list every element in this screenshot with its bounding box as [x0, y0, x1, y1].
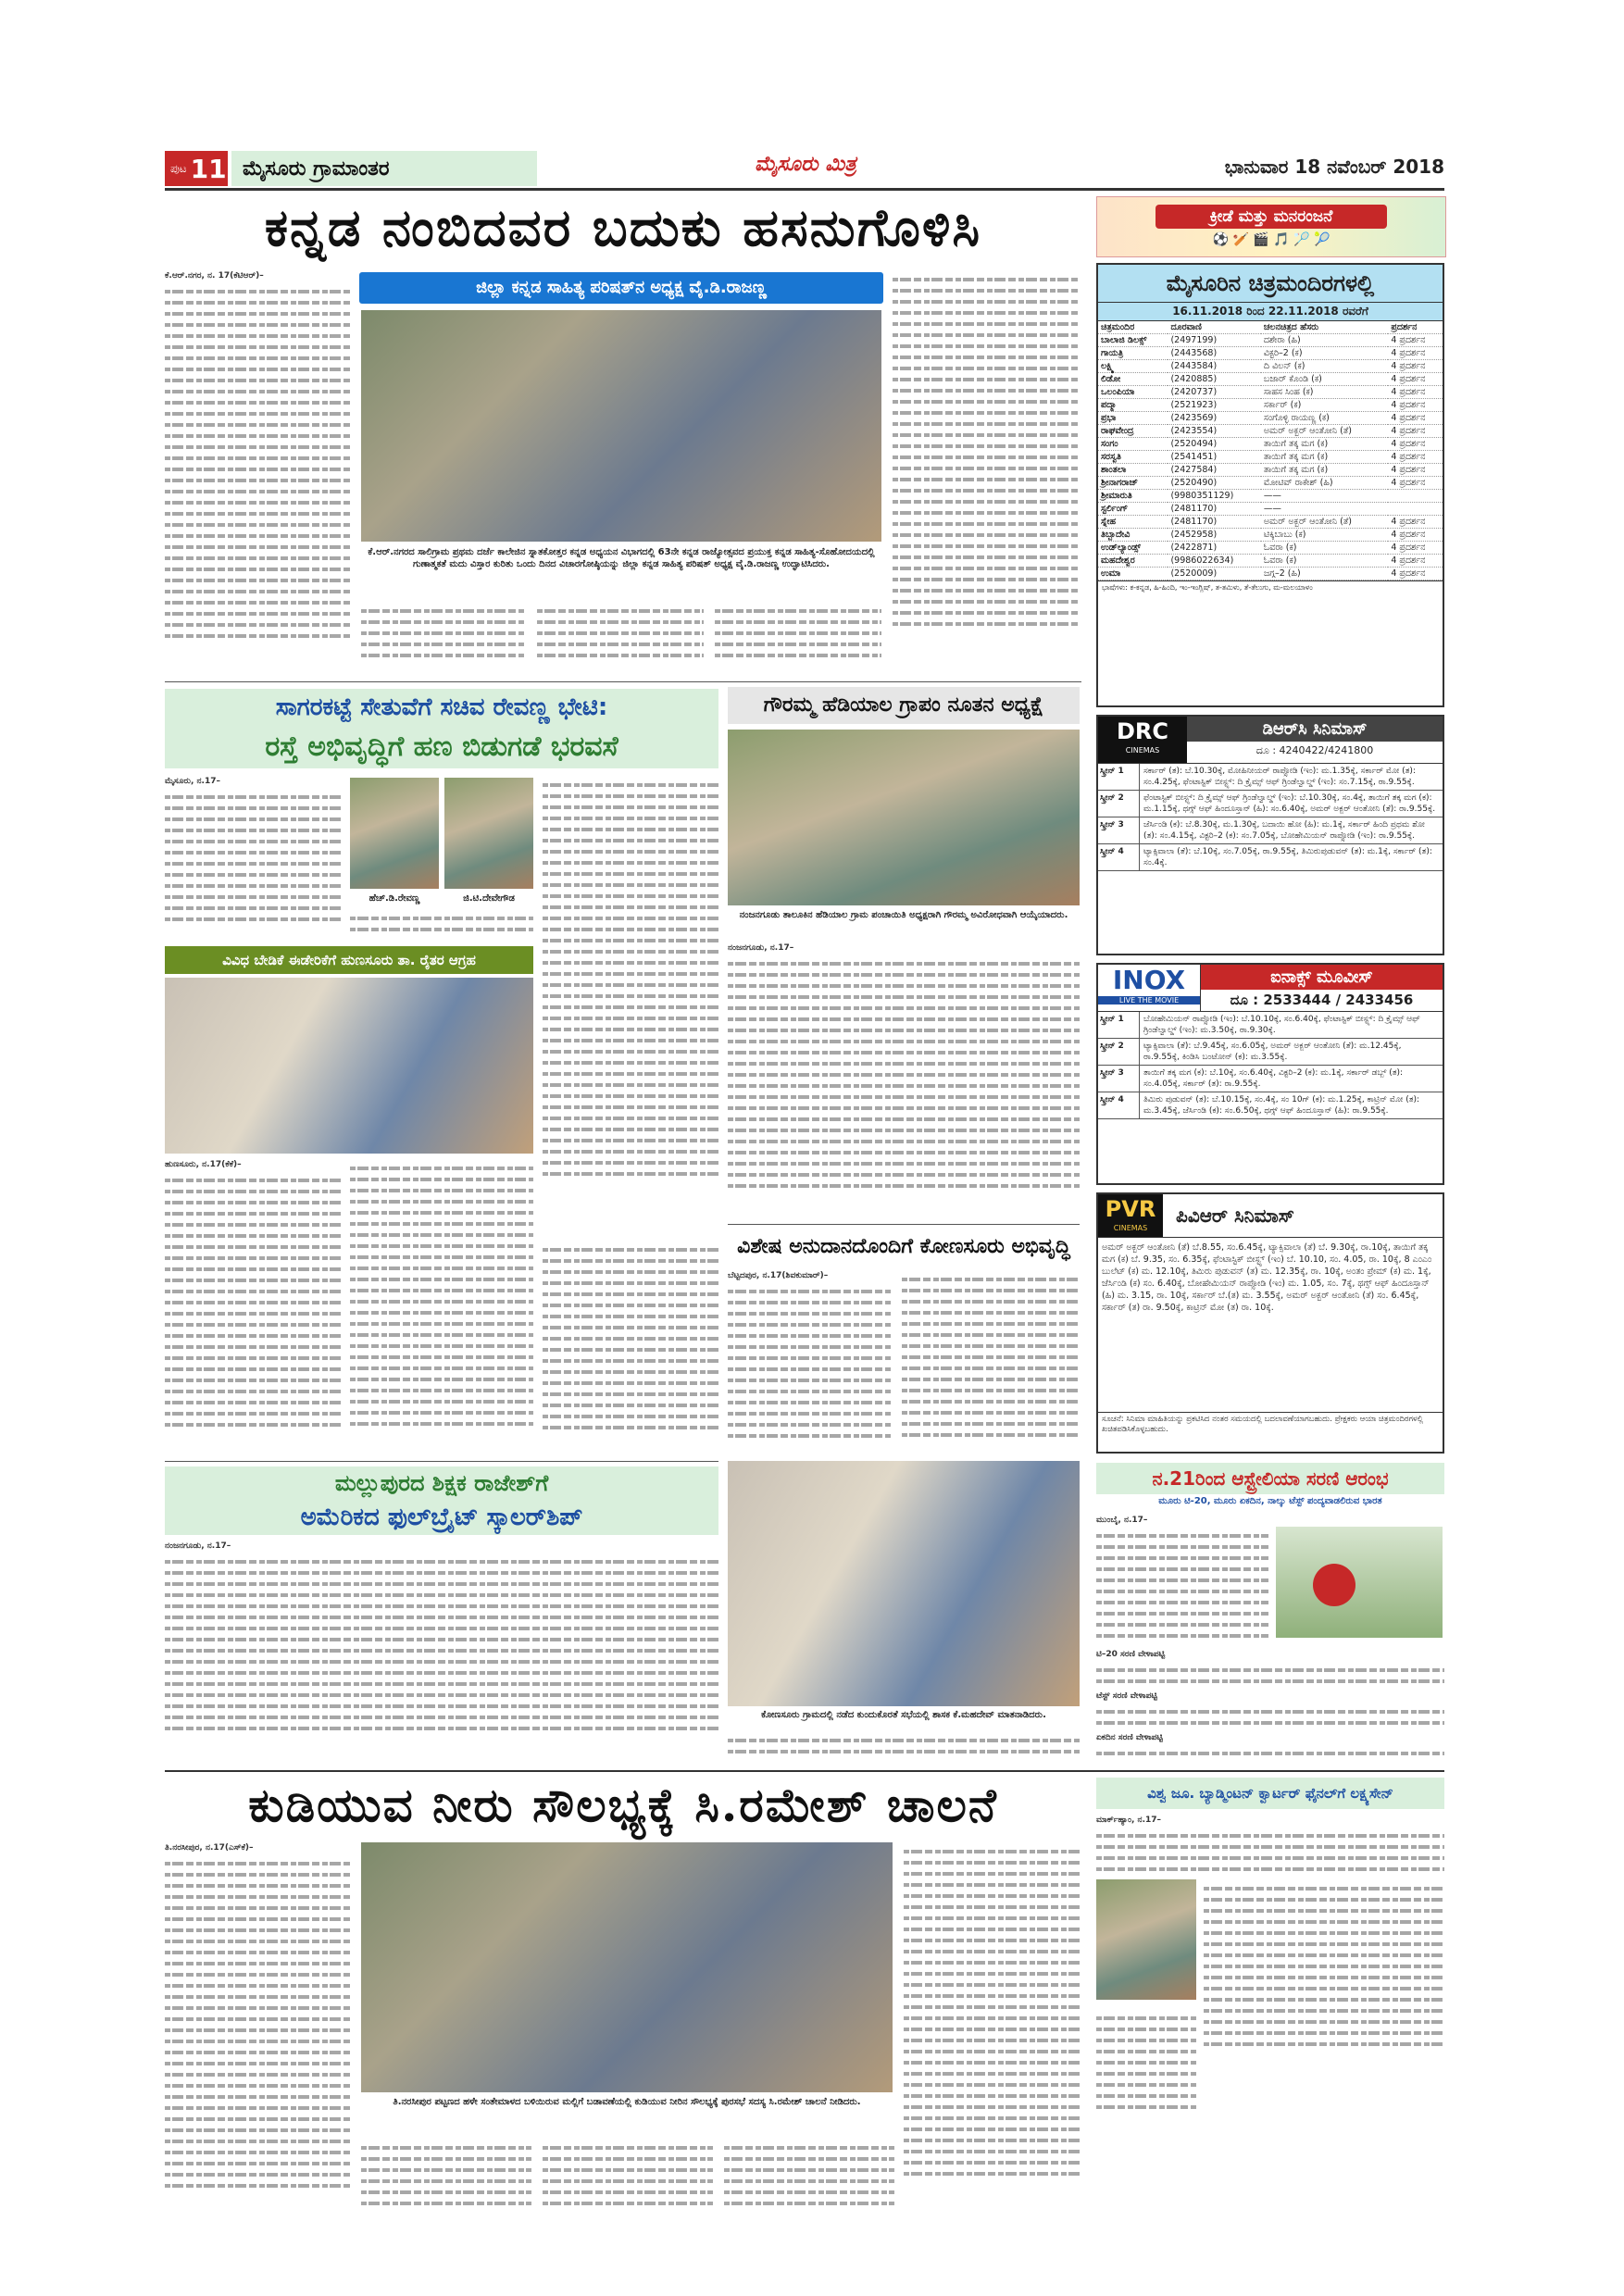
story6-dateline: ನಂಜನಗೂಡು, ನ.17– [165, 1541, 231, 1551]
cinema-shows: 4 ಪ್ರದರ್ಶನ [1388, 529, 1443, 542]
cinema-phone: (2443584) [1168, 360, 1260, 373]
devegowda-photo [444, 778, 533, 889]
story1-column-5 [893, 270, 1078, 676]
story5-photo [728, 1461, 1080, 1706]
cinema-shows: 4 ಪ್ರದರ್ಶನ [1388, 399, 1443, 412]
cinema-film: ತಾಯಿಗೆ ತಕ್ಕ ಮಗ (ಕ) [1261, 451, 1388, 464]
story2-column-1 [165, 776, 341, 941]
cinema-shows: 4 ಪ್ರದರ್ಶನ [1388, 386, 1443, 399]
cinema-theatre: ರಾಘವೇಂದ್ರ [1098, 425, 1168, 438]
devegowda-caption: ಜಿ.ಟಿ.ದೇವೇಗೌಡ [463, 893, 515, 904]
cinema-theatre: ಶ್ರೀಮಾರುತಿ [1098, 490, 1168, 503]
screen-label: ಸ್ಕ್ರೀನ್ 4 [1098, 844, 1140, 870]
cinema-theatre: ಉಮಾ [1098, 568, 1168, 580]
cricket-ball-icon [1313, 1564, 1355, 1606]
story7-photo [361, 1842, 893, 2092]
inox-logo [1098, 965, 1201, 1011]
cinema-film: ತಾಯಿಗೆ ತಕ್ಕ ಮಗ (ಕ) [1261, 438, 1388, 451]
cinema-film: ಮೋಟಿವ್ ರಾಕೇಶ್ (ಹಿ) [1261, 477, 1388, 490]
cinema-phone: (2420885) [1168, 373, 1260, 386]
page-number-badge [165, 151, 228, 186]
sports1-subhead: ಮೂರು ಟಿ-20, ಮೂರು ಏಕದಿನ, ನಾಲ್ಕು ಟೆಸ್ಟ್ ಪಂದ್ಯವಾಡಲಿರುವ ಭಾರತ [1158, 1496, 1382, 1506]
screen-label: ಸ್ಕ್ರೀನ್ 2 [1098, 791, 1140, 817]
cinema-shows: 4 ಪ್ರದರ್ಶನ [1388, 334, 1443, 347]
cinema-shows: 4 ಪ್ರದರ್ಶನ [1388, 347, 1443, 360]
cinema-row [1098, 360, 1443, 373]
cinema-phone: (9980351129) [1168, 490, 1260, 503]
drc-screen [1098, 817, 1443, 844]
page-number: 11 [190, 153, 227, 184]
story7-column-4 [724, 2139, 894, 2222]
cinema-row [1098, 451, 1443, 464]
story5-column-1 [728, 1270, 893, 1455]
story6-headline-2: ಅಮೆರಿಕದ ಫುಲ್‌ಬ್ರೈಟ್ ಸ್ಕಾಲರ್‌ಶಿಪ್ [165, 1500, 718, 1535]
banner-title: ಕ್ರೀಡೆ ಮತ್ತು ಮನರಂಜನೆ [1156, 205, 1387, 229]
cinema-shows [1388, 490, 1443, 503]
inox-logo-text: INOX [1112, 965, 1186, 995]
cinema-phone: (2427584) [1168, 464, 1260, 477]
story2-column-2 [350, 909, 533, 942]
story3-column-3 [543, 1241, 718, 1455]
cinema-film: ಜಗ್ಗ–2 (ಹಿ) [1261, 568, 1388, 580]
drc-logo-text: DRC [1116, 718, 1168, 744]
cinema-theatre: ಗಾಯತ್ರಿ [1098, 347, 1168, 360]
pvr-logo [1098, 1194, 1163, 1237]
cinema-theatre: ಬಾಲಾಜಿ ಡಿಲಕ್ಸ್ [1098, 334, 1168, 347]
cinema-film: ಅಮರ್ ಅಕ್ಬರ್ ಆಂತೋನಿ (ತೆ) [1261, 425, 1388, 438]
rule-story1 [165, 681, 1081, 682]
cinema-theatre: ಲಿಡೋ [1098, 373, 1168, 386]
cinema-row [1098, 555, 1443, 568]
screen-label: ಸ್ಕ್ರೀನ್ 3 [1098, 817, 1140, 843]
cinema-theatre: ಸಂಗಂ [1098, 438, 1168, 451]
cinema-phone: (2520490) [1168, 477, 1260, 490]
section-title: ಮೈಸೂರು ಗ್ರಾಮಾಂತರ [243, 156, 390, 181]
drc-phone: ದೂ : 4240422/4241800 [1255, 744, 1374, 756]
drc-screen [1098, 791, 1443, 817]
cinema-shows: 4 ಪ್ರದರ್ಶನ [1388, 360, 1443, 373]
screen-label: ಸ್ಕ್ರೀನ್ 1 [1098, 1012, 1140, 1038]
cinema-row [1098, 347, 1443, 360]
story5-column-2 [902, 1270, 1080, 1455]
screen-showtimes: ಸರ್ಕಾರ್ (ತ): ಬೆ.10.30ಕ್ಕೆ, ಮೋಹಿನೀಯರ್ ರಾಪ್ಸೋಡಿ (ಇಂ): ಮ.1.35ಕ್ಕೆ, ಸರ್ಕಾರ್ ಮೋ (ತ): ಸಂ.4.25ಕ್ಕೆ, ಫೆಂಟಾಸ್ಟಿಕ್ ಬೀಸ್ಟ್ಸ್: ದಿ ಕ್ರೈಮ್ಸ್ ಆಫ್ ಗ್ರಿಂಡೆಲ್ವಾಲ್ಡ್ (ಇಂ): ಸಂ.7.15ಕ್ಕೆ, ರಾ.9.55ಕ್ಕೆ. [1143, 767, 1416, 787]
pvr-title: ಪಿವಿಆರ್ ಸಿನಿಮಾಸ್ [1176, 1204, 1294, 1227]
screen-label: ಸ್ಕ್ರೀನ್ 1 [1098, 764, 1140, 790]
cinema-shows [1388, 503, 1443, 516]
story1-column-2 [361, 602, 526, 676]
story4-body [728, 942, 1080, 1220]
story1-column-4 [715, 602, 881, 676]
cinema-row [1098, 334, 1443, 347]
pvr-logo-sub: CINEMAS [1113, 1224, 1148, 1232]
cinema-film: ವಿಕ್ಟರಿ–2 (ಕ) [1261, 347, 1388, 360]
issue-date: ಭಾನುವಾರ 18 ನವೆಂಬರ್ 2018 [1224, 156, 1444, 178]
sports1-dateline: ಮುಂಬೈ, ನ.17– [1096, 1516, 1148, 1525]
cricket-ball-image [1276, 1527, 1443, 1638]
t20-schedule-label: ಟಿ–20 ಸರಣಿ ವೇಳಾಪಟ್ಟಿ [1096, 1650, 1166, 1659]
inox-screen [1098, 1092, 1443, 1119]
cinema-film: ಬಜಾರ್ ಕೊಂಡಿ (ಕ) [1261, 373, 1388, 386]
cinema-theatre: ಒಲಂಪಿಯಾ [1098, 386, 1168, 399]
rule-story6 [165, 1770, 1444, 1772]
cinema-row [1098, 503, 1443, 516]
header-rule [165, 188, 1444, 191]
cinema-theatre: ಪದ್ಮಾ [1098, 399, 1168, 412]
cinema-shows: 4 ಪ್ರದರ್ಶನ [1388, 568, 1443, 580]
cinema-film: ದಿ ವಿಲನ್ (ಕ) [1261, 360, 1388, 373]
cinema-theatre: ಸ್ಟರ್ಲಿಂಗ್ [1098, 503, 1168, 516]
story3-photo [165, 978, 533, 1154]
cinema-phone: (2481170) [1168, 516, 1260, 529]
cinema-phone: (2521923) [1168, 399, 1260, 412]
cinema-film: —— [1261, 503, 1388, 516]
cinema-list-title: ಮೈಸೂರಿನ ಚಿತ್ರಮಂದಿರಗಳಲ್ಲಿ [1098, 265, 1443, 303]
cinema-row [1098, 516, 1443, 529]
cinema-row [1098, 477, 1443, 490]
story4-caption: ನಂಜನಗೂಡು ತಾಲೂಕಿನ ಹೆಡಿಯಾಲ ಗ್ರಾಮ ಪಂಚಾಯಿತಿ ಅಧ್ಯಕ್ಷರಾಗಿ ಗೌರಮ್ಮ ಅವಿರೋಧವಾಗಿ ಆಯ್ಕೆಯಾದರು. [739, 910, 1068, 920]
cinema-list-dates: 16.11.2018 ರಿಂದ 22.11.2018 ರವರೆಗೆ [1098, 303, 1443, 321]
screen-showtimes: ಟ್ಯಾಕ್ಸಿವಾಲಾ (ತೆ): ಬೆ.10ಕ್ಕೆ, ಸಂ.7.05ಕ್ಕೆ, ರಾ.9.55ಕ್ಕೆ, ತಿಮಿರುಪುಡುವನ್ (ತ): ಮ.1ಕ್ಕೆ, ಸರ್ಕಾರ್ (ತ): ಸಂ.4ಕ್ಕೆ. [1143, 847, 1432, 867]
inox-box [1096, 963, 1444, 1185]
story6-headline-1: ಮಲ್ಲುಪುರದ ಶಿಕ್ಷಕ ರಾಜೇಶ್‌ಗೆ [165, 1466, 718, 1500]
cinema-phone: (2497199) [1168, 334, 1260, 347]
cinema-theatre: ಮಹದೇಶ್ವರ [1098, 555, 1168, 568]
cinema-shows: 4 ಪ್ರದರ್ಶನ [1388, 451, 1443, 464]
cinema-theatre: ಸರಸ್ವತಿ [1098, 451, 1168, 464]
cinema-phone: (9986022634) [1168, 555, 1260, 568]
story6-body [165, 1541, 718, 1763]
screen-showtimes: ತಾಯಿಗೆ ತಕ್ಕ ಮಗ (ಕ): ಬೆ.10ಕ್ಕೆ, ಸಂ.6.40ಕ್ಕೆ, ವಿಕ್ಟರಿ–2 (ಕ): ಮ.1ಕ್ಕೆ, ಸರ್ಕಾರ್ ಡಬ್ಬ್ (ತ): ಸಂ.4.05ಕ್ಕೆ, ಸರ್ಕಾರ್ (ತ): ರಾ.9.55ಕ್ಕೆ. [1143, 1068, 1404, 1089]
sports1-headline: ನ.21ರಿಂದ ಆಸ್ಟ್ರೇಲಿಯಾ ಸರಣಿ ಆರಂಭ [1096, 1463, 1444, 1494]
cinema-film: ಸರ್ಕಾರ್ (ಕ) [1261, 399, 1388, 412]
inox-screen [1098, 1039, 1443, 1066]
pvr-box [1096, 1192, 1444, 1454]
story1-dateline: ಕೆ.ಆರ್.ನಗರ, ನ. 17(ಕೆಟಿಆರ್)– [165, 271, 264, 281]
story5-dateline: ಬೆಟ್ಟದಪುರ, ನ.17(ಶಿವಕುಮಾರ್)– [728, 1271, 829, 1280]
story7-dateline: ತಿ.ನರಸೀಪುರ, ನ.17(ಎಸ್‌ಕೆ)– [165, 1843, 254, 1853]
cinema-row [1098, 529, 1443, 542]
drc-box [1096, 715, 1444, 955]
cinema-shows: 4 ಪ್ರದರ್ಶನ [1388, 425, 1443, 438]
story4-photo [728, 730, 1080, 905]
story7-column-1 [165, 1842, 350, 2222]
story1-subhead: ಜಿಲ್ಲಾ ಕನ್ನಡ ಸಾಹಿತ್ಯ ಪರಿಷತ್‌ನ ಅಧ್ಯಕ್ಷ ವೈ.ಡಿ.ರಾಜಣ್ಣ [359, 272, 883, 304]
screen-showtimes: ಬೋಹೇಮಿಯನ್ ರಾಪ್ಸೋಡಿ (ಇಂ): ಬೆ.10.10ಕ್ಕೆ, ಸಂ.6.40ಕ್ಕೆ, ಫೆಂಟಾಸ್ಟಿಕ್ ಬೀಸ್ಟ್ಸ್: ದಿ ಕ್ರೈಮ್ಸ್ ಆಫ್ ಗ್ರಿಂಡೆಲ್ವಾಲ್ಡ್ (ಇಂ): ಮ.3.50ಕ್ಕೆ, ರಾ.9.30ಕ್ಕೆ. [1143, 1015, 1420, 1035]
cinema-phone: (2520009) [1168, 568, 1260, 580]
sports1-body [1096, 1515, 1444, 1765]
cinema-col-phone: ದೂರವಾಣಿ [1168, 321, 1260, 334]
story2-dateline: ಮೈಸೂರು, ನ.17– [165, 777, 220, 786]
cinema-theatre: ಶ್ರೀನಾಗರಾಜ್ [1098, 477, 1168, 490]
drc-logo [1098, 717, 1187, 763]
cinema-theatre: ತಿಬ್ಬಾದೇವಿ [1098, 529, 1168, 542]
cinema-row [1098, 542, 1443, 555]
screen-showtimes: ಜೆರ್ಸಿಂಡಿ (ಕ): ಬೆ.8.30ಕ್ಕೆ, ಮ.1.30ಕ್ಕೆ, ಬದಾಯಿ ಹೋ (ಹಿ): ಮ.1ಕ್ಕೆ, ಸರ್ಕಾರ್ ಹಿಂದಿ ಪ್ರಥಮ ಶೋ (ತ): ಸಂ.4.15ಕ್ಕೆ, ವಿಕ್ಟರಿ–2 (ಕ): ಸಂ.7.05ಕ್ಕೆ, ಬೋಹೇಮಿಯನ್ ರಾಪ್ಸೋಡಿ (ಇಂ): ರಾ.9.55ಕ್ಕೆ. [1143, 820, 1425, 841]
cinema-row [1098, 386, 1443, 399]
cinema-phone: (2481170) [1168, 503, 1260, 516]
cinema-table-header [1098, 321, 1443, 334]
lakshya-sen-photo [1096, 1879, 1196, 2000]
cinema-shows: 4 ಪ್ರದರ್ಶನ [1388, 477, 1443, 490]
cinema-film: ಅಮರ್ ಅಕ್ಬರ್ ಆಂತೋನಿ (ತೆ) [1261, 516, 1388, 529]
cinema-phone: (2423554) [1168, 425, 1260, 438]
story5-caption: ಕೋಣಸೂರು ಗ್ರಾಮದಲ್ಲಿ ನಡೆದ ಕುಂದುಕೊರತೆ ಸಭೆಯಲ್ಲಿ ಶಾಸಕ ಕೆ.ಮಹದೇವ್ ಮಾತನಾಡಿದರು. [761, 1710, 1046, 1720]
cinema-film: ಸಾಹಸ ಸಿಂಹ (ಕ) [1261, 386, 1388, 399]
cinema-theatre: ಶಾಂತಲಾ [1098, 464, 1168, 477]
cinema-phone: (2422871) [1168, 542, 1260, 555]
story5-headline: ವಿಶೇಷ ಅನುದಾನದೊಂದಿಗೆ ಕೋಣಸೂರು ಅಭಿವೃದ್ಧಿ [737, 1235, 1070, 1258]
inox-phone: ದೂ : 2533444 / 2433456 [1230, 992, 1414, 1008]
test-schedule-label: ಟೆಸ್ಟ್ ಸರಣಿ ವೇಳಾಪಟ್ಟಿ [1096, 1691, 1157, 1701]
section-title-bar [231, 151, 537, 186]
story7-headline: ಕುಡಿಯುವ ನೀರು ಸೌಲಭ್ಯಕ್ಕೆ ಸಿ.ರಮೇಶ್ ಚಾಲನೆ [248, 1778, 998, 1832]
main-headline: ಕನ್ನಡ ನಂಬಿದವರ ಬದುಕು ಹಸನುಗೊಳಿಸಿ [264, 197, 982, 258]
story3-column-1 [165, 1159, 341, 1455]
cinema-row [1098, 490, 1443, 503]
story3-headline: ವಿವಿಧ ಬೇಡಿಕೆ ಈಡೇರಿಕೆಗೆ ಹುಣಸೂರು ತಾ. ರೈತರ ಆಗ್ರಹ [165, 946, 533, 974]
cinema-row [1098, 438, 1443, 451]
story1-photo [361, 310, 881, 542]
sports-icons: ⚽ 🏏 🎬 🎵 🏸 🎾 [1212, 232, 1330, 247]
story4-headline: ಗೌರಮ್ಮ ಹೆಡಿಯಾಲ ಗ್ರಾಪಂ ನೂತನ ಅಧ್ಯಕ್ಷೆ [728, 687, 1080, 724]
cinema-film: ಓವರಾ (ಕ) [1261, 555, 1388, 568]
screen-showtimes: ಫೆಂಟಾಸ್ಟಿಕ್ ಬೀಸ್ಟ್ಸ್: ದಿ ಕ್ರೈಮ್ಸ್ ಆಫ್ ಗ್ರಿಂಡೆಲ್ವಾಲ್ಡ್ (ಇಂ): ಬೆ.10.30ಕ್ಕೆ, ಸಂ.4ಕ್ಕೆ, ತಾಯಿಗೆ ತಕ್ಕ ಮಗ (ಕ): ಮ.1.15ಕ್ಕೆ, ಥಗ್ಸ್ ಆಫ್ ಹಿಂದೂಸ್ತಾನ್ (ಹಿ): ಸಂ.6.40ಕ್ಕೆ, ಅಮರ್ ಅಕ್ಬರ್ ಆಂತೋನಿ (ತೆ): ರಾ.9.55ಕ್ಕೆ. [1143, 793, 1436, 814]
cinema-phone: (2420737) [1168, 386, 1260, 399]
cinema-film: ತಾಯಿಗೆ ತಕ್ಕ ಮಗ (ಕ) [1261, 464, 1388, 477]
story1-column-3 [537, 602, 704, 676]
cinema-shows: 4 ಪ್ರದರ್ಶನ [1388, 438, 1443, 451]
screen-label: ಸ್ಕ್ರೀನ್ 4 [1098, 1092, 1140, 1118]
cinema-film: ಓವರಾ (ಕ) [1261, 542, 1388, 555]
cinema-theatre: ಸ್ನೇಹ [1098, 516, 1168, 529]
cinema-row [1098, 373, 1443, 386]
cinema-film: —— [1261, 490, 1388, 503]
cinema-col-theatre: ಚಿತ್ರಮಂದಿರ [1098, 321, 1168, 334]
story4-dateline: ನಂಜನಗೂಡು, ನ.17– [728, 943, 794, 953]
cinema-shows: 4 ಪ್ರದರ್ಶನ [1388, 373, 1443, 386]
cinema-legend: ಭಾಷೆಗಳು: ಕ-ಕನ್ನಡ, ಹಿ-ಹಿಂದಿ, ಇಂ-ಇಂಗ್ಲಿಷ್, ತ-ತಮಿಳು, ತೆ-ತೆಲುಗು, ಮ-ಮಲಯಾಳಂ [1098, 580, 1443, 594]
cinema-film: ದಶೇರಾ (ಹಿ) [1261, 334, 1388, 347]
cinema-phone: (2520494) [1168, 438, 1260, 451]
drc-screen [1098, 764, 1443, 791]
cinema-phone: (2541451) [1168, 451, 1260, 464]
drc-logo-sub: CINEMAS [1125, 746, 1160, 755]
cinema-row [1098, 425, 1443, 438]
cinema-theatre: ಲಕ್ಷ್ಮಿ [1098, 360, 1168, 373]
cinema-theatre: ಪ್ರಭಾ [1098, 412, 1168, 425]
inox-screens [1098, 1012, 1443, 1119]
cinema-row [1098, 568, 1443, 580]
cinema-row [1098, 412, 1443, 425]
sports2-column-3 [1096, 2009, 1196, 2222]
inox-screen [1098, 1012, 1443, 1039]
inox-screen [1098, 1066, 1443, 1092]
rule-story4 [728, 1224, 1080, 1225]
story7-caption: ತಿ.ನರಸೀಪುರ ಪಟ್ಟಣದ ಹಳೇ ಸಂತೇಮಾಳದ ಬಳಿಯಿರುವ ಮಲ್ಲಿಗೆ ಬಡಾವಣೆಯಲ್ಲಿ ಕುಡಿಯುವ ನೀರಿನ ಸೌಲಭ್ಯಕ್ಕೆ ಪುರಸಭೆ ಸದಸ್ಯ ಸಿ.ರಮೇಶ್ ಚಾಲನೆ ನೀಡಿದರು. [393, 2097, 861, 2107]
story1-caption: ಕೆ.ಆರ್.ನಗರದ ಸಾಲಿಗ್ರಾಮ ಪ್ರಥಮ ದರ್ಜೆ ಕಾಲೇಜಿನ ಸ್ನಾತಕೋತ್ತರ ಕನ್ನಡ ಅಧ್ಯಯನ ವಿಭಾಗದಲ್ಲಿ 63ನೇ ಕನ್ನಡ ರಾಜ್ಯೋತ್ಸವದ ಪ್ರಯುಕ್ತ ಕನ್ನಡ ಸಾಹಿತ್ಯ-ಸೊಹೋದಯದಲ್ಲಿ ಗುಣಾತ್ಮಕತೆ ಮದು ವಿಸ್ತಾರ ಕುರಿತು ಒಂದು ದಿನದ ವಿಚಾರಗೋಷ್ಠಿಯನ್ನು ಜಿಲ್ಲಾ ಕನ್ನಡ ಸಾಹಿತ್ಯ ಪರಿಷತ್ ಅಧ್ಯಕ್ಷ ವೈ.ಡಿ.ರಾಜಣ್ಣ ಉದ್ಘಾಟಿಸಿದರು. [368, 547, 875, 569]
cinema-shows: 4 ಪ್ರದರ್ಶನ [1388, 516, 1443, 529]
screen-label: ಸ್ಕ್ರೀನ್ 2 [1098, 1039, 1140, 1065]
sports2-headline: ವಿಶ್ವ ಜೂ. ಬ್ಯಾಡ್ಮಿಂಟನ್ ಕ್ವಾರ್ಟರ್ ಫೈನಲ್‌ಗೆ ಲಕ್ಷ್ಯಸೇನ್ [1096, 1778, 1444, 1809]
cinema-shows: 4 ಪ್ರದರ್ಶನ [1388, 412, 1443, 425]
cinema-film: ಸಂಗೊಳ್ಳಿ ರಾಯಣ್ಣ (ಕ) [1261, 412, 1388, 425]
cinema-col-film: ಚಲನಚಿತ್ರದ ಹೆಸರು [1261, 321, 1388, 334]
cinema-table [1098, 321, 1443, 580]
screen-showtimes: ಟ್ಯಾಕ್ಸಿವಾಲಾ (ತೆ): ಬೆ.9.45ಕ್ಕೆ, ಸಂ.6.05ಕ್ಕೆ, ಅಮರ್ ಅಕ್ಬರ್ ಆಂತೋನಿ (ತೆ): ಮ.12.45ಕ್ಕೆ, ರಾ.9.55ಕ್ಕೆ, ಕಿಂಡಿಸಿ ಬಂಟೋನ್ (ಕ): ಮ.3.55ಕ್ಕೆ. [1143, 1042, 1402, 1062]
sports2-dateline: ಮಾರ್ಕ್‌ಹ್ಯಾಂ, ನ.17– [1096, 1816, 1162, 1825]
cinema-film: ಟಿಕ್ಕಿಬಾಬು (ಕ) [1261, 529, 1388, 542]
sports2-column-2 [1204, 1879, 1444, 2222]
cinema-shows: 4 ಪ್ರದರ್ಶನ [1388, 464, 1443, 477]
cinema-phone: (2452958) [1168, 529, 1260, 542]
story6-column-2 [728, 1731, 1080, 1768]
story2-column-3 [543, 776, 718, 1239]
cinema-phone: (2423569) [1168, 412, 1260, 425]
paper-name: ಮೈಸೂರು ಮಿತ್ರ [755, 153, 856, 176]
story7-column-2 [361, 2139, 531, 2222]
story7-column-5 [904, 1842, 1080, 2222]
cinema-theatre: ಉಡ್‌ಲ್ಯಾಂಡ್ಸ್ [1098, 542, 1168, 555]
rule-story3 [165, 1461, 718, 1462]
story3-column-2 [350, 1159, 533, 1455]
story2-headline-2: ರಸ್ತೆ ಅಭಿವೃದ್ಧಿಗೆ ಹಣ ಬಿಡುಗಡೆ ಭರವಸೆ [165, 726, 718, 768]
cinema-row [1098, 399, 1443, 412]
pvr-showtimes: ಅಮರ್ ಅಕ್ಬರ್ ಆಂತೋನಿ (ತೆ) ಬೆ.8.55, ಸಂ.6.45ಕ್ಕೆ, ಟ್ಯಾಕ್ಸಿವಾಲಾ (ತೆ) ಬೆ. 9.30ಕ್ಕೆ, ರಾ.10ಕ್ಕೆ, ತಾಯಿಗೆ ತಕ್ಕ ಮಗ (ಕ) ಬೆ. 9.35, ಸಂ. 6.35ಕ್ಕೆ, ಫೆಂಟಾಸ್ಟಿಕ್ ಬೀಸ್ಟ್ಸ್ (ಇಂ) ಬೆ. 10.10, ಸಂ. 4.05, ರಾ. 10ಕ್ಕೆ, 8 ಎಂಎಂ ಬುಲೆಟ್ (ಕ) ಮ. 12.10ಕ್ಕೆ, ತಿಮಿರು ಪುಡುವನ್ (ತ) ಮ. 12.35ಕ್ಕೆ, ರಾ. 10ಕ್ಕೆ, ಅಂತಂ ಪ್ರೇಮ್ (ಕ) ಮ. 1ಕ್ಕೆ, ಜೆರ್ಸಿಂಡಿ (ಕ) ಸಂ. 6.40ಕ್ಕೆ, ಬೋಹೇಮಿಯನ್ ರಾಪ್ಸೋಡಿ (ಇಂ) ಮ. 1.05, ಸಂ. 7ಕ್ಕೆ, ಥಗ್ಸ್ ಆಫ್ ಹಿಂದೂಸ್ತಾನ್ (ಹಿ) ಮ. 3.15, ರಾ. 10ಕ್ಕೆ, ಸರ್ಕಾರ್ ಬೆ.(ತ) ಮ. 3.55ಕ್ಕೆ, ಅಮರ್ ಅಕ್ಬರ್ ಆಂತೋನಿ (ತೆ) ಸಂ. 6.45ಕ್ಕೆ, ಸರ್ಕಾರ್ (ತ) ರಾ. 9.50ಕ್ಕೆ, ಕಾಟ್ರಿನ್ ಮೋ (ತ) ರಾ. 10ಕ್ಕೆ. [1102, 1242, 1432, 1313]
story2-headline-1: ಸಾಗರಕಟ್ಟೆ ಸೇತುವೆಗೆ ಸಚಿವ ರೇವಣ್ಣ ಭೇಟಿ: [165, 689, 718, 726]
inox-logo-sub: LIVE THE MOVIE [1098, 996, 1200, 1004]
drc-screen [1098, 844, 1443, 871]
cinema-col-shows: ಪ್ರದರ್ಶನ [1388, 321, 1443, 334]
drc-title: ಡಿಆರ್‌ಸಿ ಸಿನಿಮಾಸ್ [1187, 717, 1443, 742]
revanna-caption: ಹೆಚ್.ಡಿ.ರೇವಣ್ಣ [369, 893, 420, 904]
inox-title: ಐನಾಕ್ಸ್ ಮೂವೀಸ್ [1201, 965, 1443, 990]
odi-schedule-label: ಏಕದಿನ ಸರಣಿ ವೇಳಾಪಟ್ಟಿ [1096, 1733, 1163, 1742]
cinema-shows: 4 ಪ್ರದರ್ಶನ [1388, 542, 1443, 555]
cinema-list-box [1096, 263, 1444, 707]
sports-entertainment-banner [1096, 196, 1446, 257]
page-label: ಪುಟ [170, 161, 187, 175]
story1-column-1 [165, 270, 350, 673]
story3-dateline: ಹುಣಸೂರು, ನ.17(ಕೆಕೆ)– [165, 1160, 242, 1169]
pvr-note: ಸೂಚನೆ: ಸಿನಿಮಾ ಮಾಹಿತಿಯನ್ನು ಪ್ರಕಟಿಸಿದ ನಂತರ ಸಮಯದಲ್ಲಿ ಬದಲಾವಣೆಯಾಗಬಹುದು. ಪ್ರೇಕ್ಷಕರು ಆಯಾ ಚಿತ್ರಮಂದಿರಗಳಲ್ಲಿ ಖಚಿತಪಡಿಸಿಕೊಳ್ಳಬಹುದು. [1098, 1412, 1443, 1437]
screen-showtimes: ತಿಮಿರು ಪುಡುವನ್ (ತ): ಬೆ.10.15ಕ್ಕೆ, ಸಂ.4ಕ್ಕೆ, ಸಂ 10ಗ್ (ಕ): ಮ.1.25ಕ್ಕೆ, ಕಾಟ್ರಿನ್ ಮೋ (ತ): ಮ.3.45ಕ್ಕೆ, ಜೆರ್ಸಿಂಡಿ (ಕ): ಸಂ.6.50ಕ್ಕೆ, ಥಗ್ಸ್ ಆಫ್ ಹಿಂದೂಸ್ತಾನ್ (ಹಿ): ರಾ.9.55ಕ್ಕೆ. [1143, 1095, 1420, 1116]
cinema-shows: 4 ಪ್ರದರ್ಶನ [1388, 555, 1443, 568]
pvr-logo-text: PVR [1105, 1196, 1156, 1222]
screen-label: ಸ್ಕ್ರೀನ್ 3 [1098, 1066, 1140, 1092]
drc-screens [1098, 764, 1443, 871]
revanna-photo [350, 778, 439, 889]
cinema-phone: (2443568) [1168, 347, 1260, 360]
story7-column-3 [543, 2139, 713, 2222]
cinema-row [1098, 464, 1443, 477]
